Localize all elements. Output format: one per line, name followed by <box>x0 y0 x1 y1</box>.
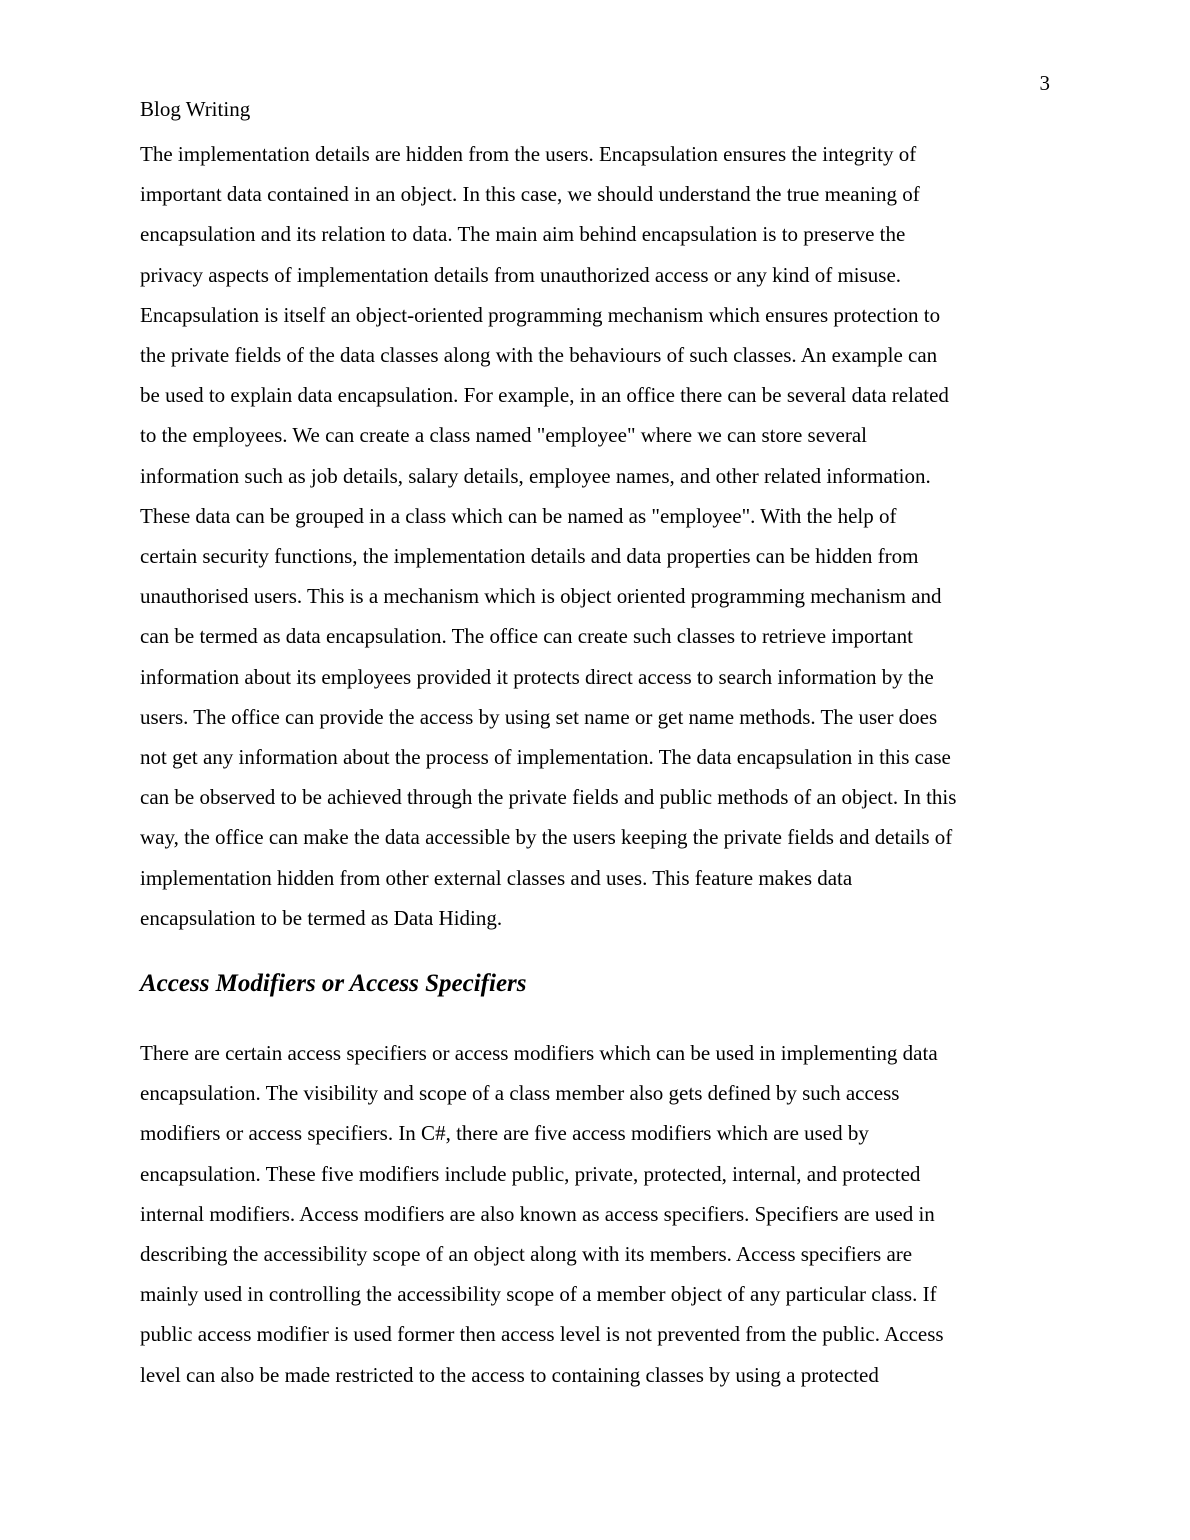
paragraph-line: information such as job details, salary details, employee names, and other related information. <box>140 463 931 488</box>
body-paragraph-access-modifiers <box>140 1033 1060 1395</box>
paragraph-line: level can also be made restricted to the access to containing classes by using a protected <box>140 1362 879 1387</box>
paragraph-line: describing the accessibility scope of an object along with its members. Access specifiers are <box>140 1242 913 1267</box>
paragraph-line: important data contained in an object. In this case, we should understand the true meaning of <box>140 182 920 207</box>
paragraph-line: can be termed as data encapsulation. The office can create such classes to retrieve important <box>140 624 913 649</box>
paragraph-line: implementation hidden from other external classes and uses. This feature makes data <box>140 865 853 890</box>
body-paragraph-encapsulation <box>140 134 1060 938</box>
paragraph-line: encapsulation and its relation to data. The main aim behind encapsulation is to preserve the <box>140 222 906 247</box>
paragraph-line: information about its employees provided it protects direct access to search information by the <box>140 664 934 689</box>
paragraph-line: These data can be grouped in a class which can be named as "employee". With the help of <box>140 503 897 528</box>
paragraph-line: encapsulation. These five modifiers include public, private, protected, internal, and protected <box>140 1161 921 1186</box>
paragraph-line: the private fields of the data classes along with the behaviours of such classes. An example can <box>140 343 938 368</box>
paragraph-line: There are certain access specifiers or access modifiers which can be used in implementing data <box>140 1041 938 1065</box>
paragraph-line: mainly used in controlling the accessibility scope of a member object of any particular class. If <box>140 1282 937 1307</box>
paragraph-line: public access modifier is used former then access level is not prevented from the public. Access <box>140 1322 944 1347</box>
paragraph-line: users. The office can provide the access by using set name or get name methods. The user does <box>140 704 938 729</box>
paragraph-line: be used to explain data encapsulation. For example, in an office there can be several data related <box>140 383 949 408</box>
paragraph-line: The implementation details are hidden from the users. Encapsulation ensures the integrity of <box>140 142 917 166</box>
page-number: 3 <box>1039 71 1050 95</box>
paragraph-line: encapsulation to be termed as Data Hiding. <box>140 905 503 930</box>
paragraph-line: not get any information about the process of implementation. The data encapsulation in this case <box>140 745 951 770</box>
paragraph-line: modifiers or access specifiers. In C#, there are five access modifiers which are used by <box>140 1121 869 1146</box>
paragraph-line: can be observed to be achieved through the private fields and public methods of an object. In this <box>140 785 957 810</box>
paragraph-line: encapsulation. The visibility and scope of a class member also gets defined by such access <box>140 1081 900 1106</box>
paragraph-line: internal modifiers. Access modifiers are also known as access specifiers. Specifiers are used in <box>140 1201 935 1226</box>
paragraph-line: to the employees. We can create a class named "employee" where we can store several <box>140 423 867 448</box>
section-heading: Access Modifiers or Access Specifiers <box>140 970 527 997</box>
paragraph-line: privacy aspects of implementation details from unauthorized access or any kind of misuse. <box>140 262 902 287</box>
paragraph-line: Encapsulation is itself an object-oriented programming mechanism which ensures protection to <box>140 302 941 327</box>
paragraph-line: unauthorised users. This is a mechanism which is object oriented programming mechanism and <box>140 584 942 609</box>
running-head: Blog Writing <box>140 97 251 121</box>
paragraph-line: way, the office can make the data accessible by the users keeping the private fields and details of <box>140 825 953 850</box>
paragraph-line: certain security functions, the implementation details and data properties can be hidden from <box>140 544 919 569</box>
